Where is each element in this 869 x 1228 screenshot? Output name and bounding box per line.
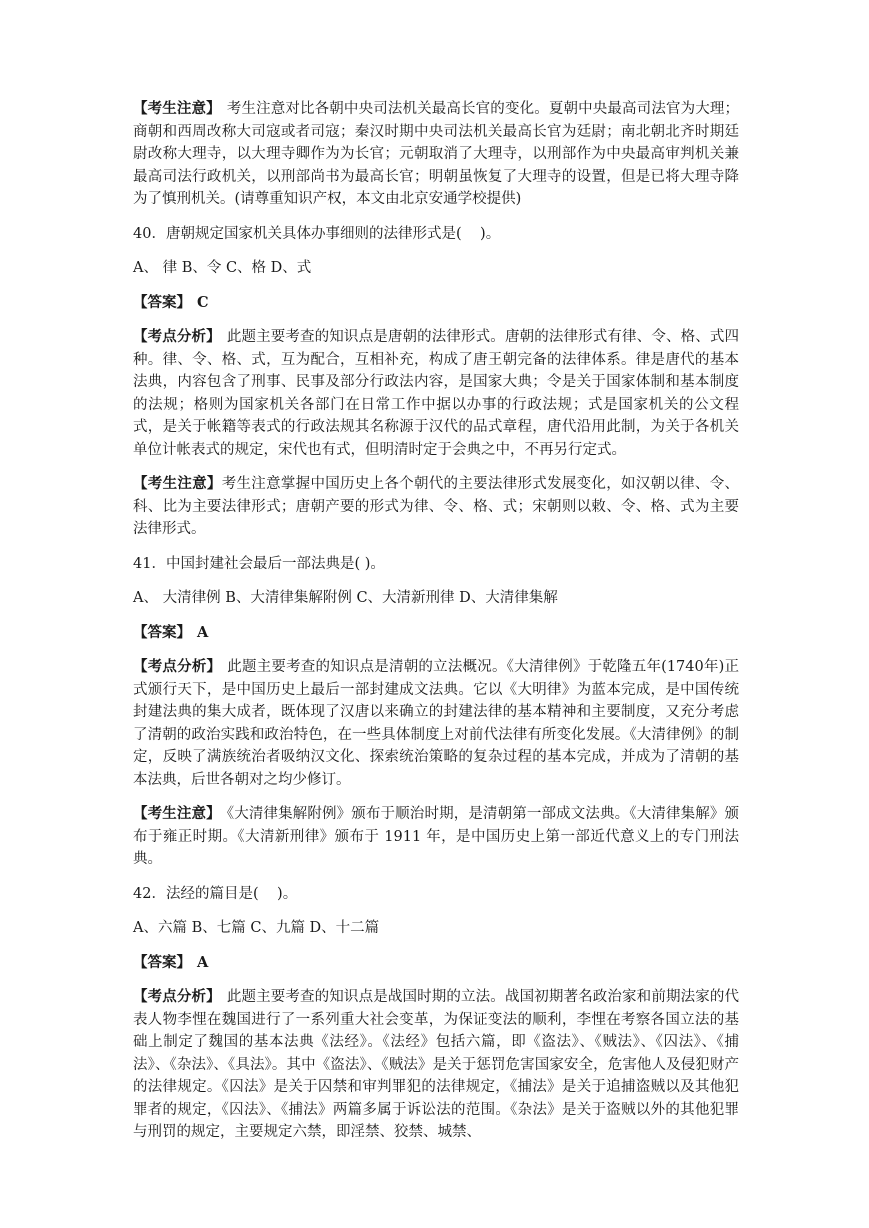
block-text: 40．唐朝规定国家机关具体办事细则的法律形式是( )。 [133,225,501,242]
options-41 [133,587,739,610]
block-text: 此题主要考查的知识点是唐朝的法律形式。唐朝的法律形式有律、令、格、式四种。律、令、格、式，互为配合，互相补充，构成了唐王朝完备的法律体系。律是唐代的基本法典，内容包含了刑事、民事及部分行政法内容，是国家大典；令是关于国家体制和基本制度的法规；格则为国家机关各部门在日常工作中据以办事的行政法规；式是国家机关的公文程式，是关于帐籍等表式的行政法规其名称源于汉代的品式章程，唐代沿用此制，为关于各机关单位计帐表式的规定，宋代也有式，但明清时定于会典之中，不再另行定式。 [133,329,739,458]
answer-value: A [197,623,209,641]
analysis-42 [133,986,739,1144]
block-text: 此题主要考查的知识点是清朝的立法概况。《大清律例》于乾隆五年(1740年)正式颁行天下，是中国历史上最后一部封建成文法典。它以《大明律》为蓝本完成，是中国传统封建法典的集大成者，既体现了汉唐以来确立的封建法律的基本精神和主要制度，又充分考虑了清朝的政治实践和政治特色，在一些具体制度上对前代法律有所变化发展。《大清律例》的制定，反映了满族统治者吸纳汉文化、探索统治策略的复杂过程的基本完成，并成为了清朝的基本法典，后世各朝对之均少修订。 [133,659,740,788]
block-label: 【答案】 [133,623,191,641]
block-text: A、 律 B、令 C、格 D、式 [133,260,312,276]
document-page [133,98,739,1156]
block-text: A、六篇 B、七篇 C、九篇 D、十二篇 [133,920,380,936]
answer-41 [133,622,739,645]
block-label: 【考生注意】 [133,100,221,117]
block-text: 《大清律集解附例》颁布于顺治时期，是清朝第一部成文法典。《大清律集解》颁布于雍正时期。《大清新刑律》颁布于 1911 年，是中国历史上第一部近代意义上的专门刑法典。 [133,806,740,867]
block-label: 【考点分析】 [133,328,221,345]
note-block-1 [133,98,739,211]
question-42 [133,883,739,906]
block-label: 【答案】 [133,953,191,971]
block-label: 【考点分析】 [133,658,222,675]
block-text: 考生注意掌握中国历史上各个朝代的主要法律形式发展变化，如汉朝以律、令、科、比为主要法律形式；唐朝产要的形式为律、令、格、式；宋朝则以敕、令、格、式为主要法律形式。 [133,476,740,537]
block-label: 【考生注意】 [133,805,221,822]
answer-value: C [197,293,209,311]
answer-42 [133,952,739,975]
block-text: 42．法经的篇目是( )。 [133,885,298,902]
block-text: A、 大清律例 B、大清律集解附例 C、大清新刑律 D、大清律集解 [133,590,558,606]
block-label: 【考生注意】 [133,475,222,492]
block-text: 41．中国封建社会最后一部法典是( )。 [133,555,385,572]
analysis-40 [133,326,739,461]
answer-40 [133,292,739,315]
block-label: 【考点分析】 [133,988,221,1005]
options-42 [133,917,739,940]
question-40 [133,223,739,246]
options-40 [133,257,739,280]
block-label: 【答案】 [133,293,191,311]
note-40 [133,473,739,541]
analysis-41 [133,656,739,791]
question-41 [133,553,739,576]
block-text: 此题主要考查的知识点是战国时期的立法。战国初期著名政治家和前期法家的代表人物李悝在魏国进行了一系列重大社会变革，为保证变法的顺利，李悝在考察各国立法的基础上制定了魏国的基本法典《法经》。《法经》包括六篇，即《盗法》、《贼法》、《囚法》、《捕法》、《杂法》、《具法》。其中《盗法》、《贼法》是关于惩罚危害国家安全，危害他人及侵犯财产的法律规定。《囚法》是关于囚禁和审判罪犯的法律规定，《捕法》是关于追捕盗贼以及其他犯罪者的规定，《囚法》、《捕法》两篇多属于诉讼法的范围。《杂法》是关于盗贼以外的其他犯罪与刑罚的规定，主要规定六禁，即淫禁、狡禁、城禁、 [133,989,739,1140]
block-text: 考生注意对比各朝中央司法机关最高长官的变化。夏朝中央最高司法官为大理；商朝和西周改称大司寇或者司寇；秦汉时期中央司法机关最高长官为廷尉；南北朝北齐时期廷尉改称大理寺，以大理寺卿作为为长官；元朝取消了大理寺，以刑部作为中央最高审判机关兼最高司法行政机关，以刑部尚书为最高长官；明朝虽恢复了大理寺的设置，但是已将大理寺降为了慎刑机关。(请尊重知识产权，本文由北京安通学校提供) [133,101,739,207]
answer-value: A [197,953,209,971]
note-41 [133,803,739,871]
